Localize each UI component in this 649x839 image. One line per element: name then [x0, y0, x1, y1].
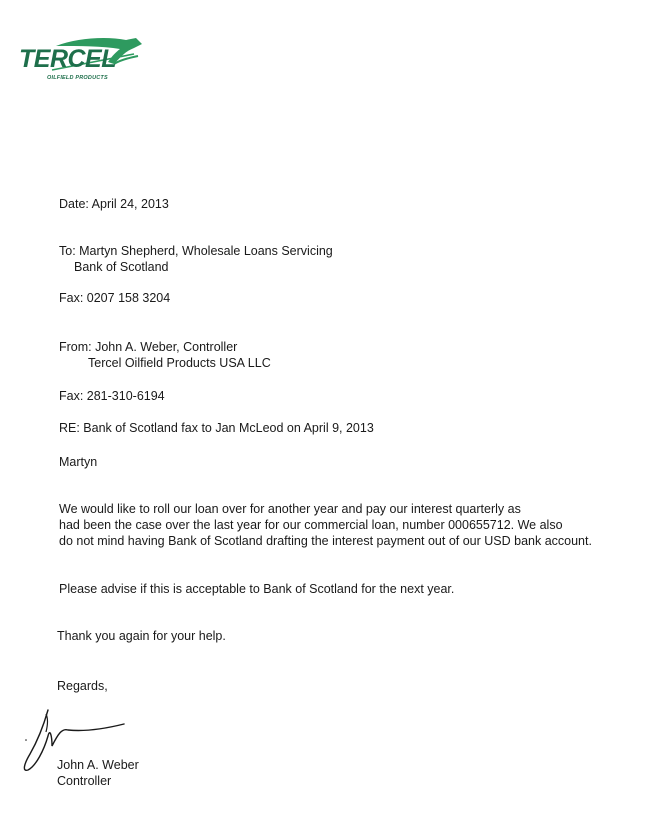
company-logo — [16, 34, 146, 86]
from-fax-line: Fax: 281-310-6194 — [59, 389, 165, 403]
body-line-3: do not mind having Bank of Scotland drafting the interest payment out of our USD bank account. — [59, 534, 592, 548]
signer-name: John A. Weber — [57, 758, 139, 772]
body-line-2: had been the case over the last year for our commercial loan, number 000655712. We also — [59, 518, 563, 532]
to-line: To: Martyn Shepherd, Wholesale Loans Servicing — [59, 244, 333, 258]
body-line-1: We would like to roll our loan over for another year and pay our interest quarterly as — [59, 502, 521, 516]
from-line: From: John A. Weber, Controller — [59, 340, 238, 354]
to-fax-line: Fax: 0207 158 3204 — [59, 291, 171, 305]
date-line: Date: April 24, 2013 — [59, 197, 169, 211]
to-organization: Bank of Scotland — [74, 260, 169, 274]
signer-title: Controller — [57, 774, 112, 788]
re-line: RE: Bank of Scotland fax to Jan McLeod on April 9, 2013 — [59, 421, 374, 435]
salutation: Martyn — [59, 455, 98, 469]
thanks-line: Thank you again for your help. — [57, 629, 226, 643]
closing-line: Regards, — [57, 679, 108, 693]
advise-line: Please advise if this is acceptable to Bank of Scotland for the next year. — [59, 582, 455, 596]
from-organization: Tercel Oilfield Products USA LLC — [88, 356, 271, 370]
logo-tagline: OILFIELD PRODUCTS — [47, 75, 108, 81]
logo-wordmark: TERCEL — [19, 45, 116, 73]
